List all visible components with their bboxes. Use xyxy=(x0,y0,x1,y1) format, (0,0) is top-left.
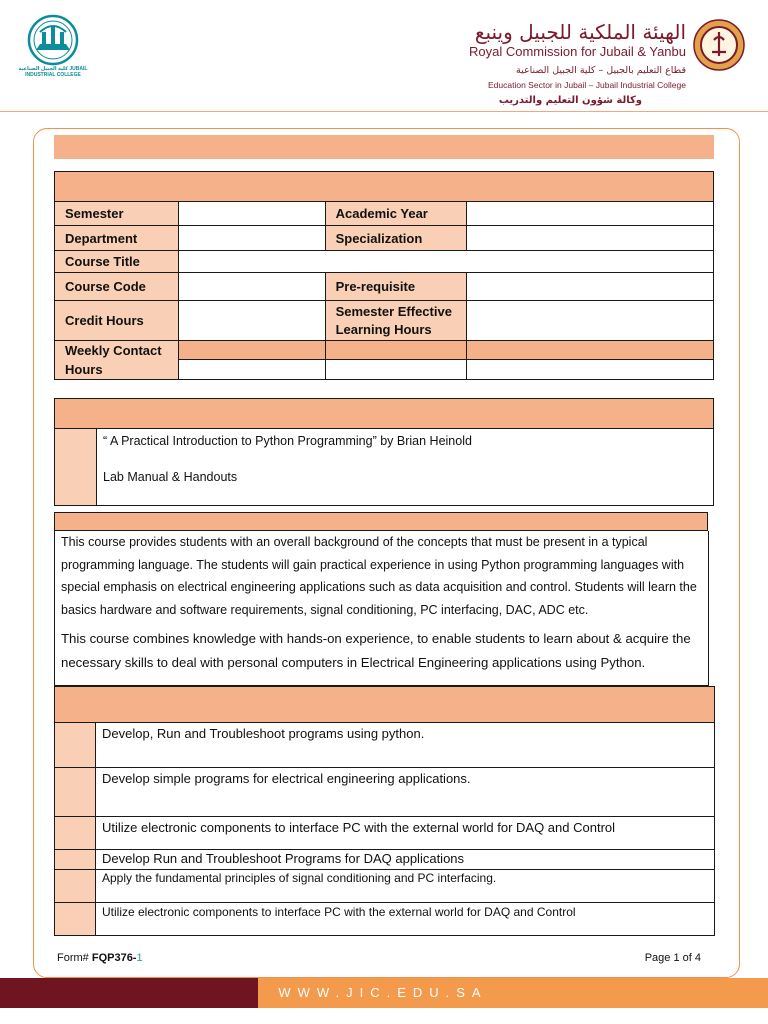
royal-commission-seal-icon xyxy=(692,18,746,72)
course-info-table xyxy=(54,171,714,380)
course-description xyxy=(54,531,709,686)
commission-name-english: Royal Commission for Jubail & Yanbu xyxy=(468,44,686,59)
objective-number-cell xyxy=(55,850,96,870)
academic-year-field[interactable] xyxy=(466,202,714,226)
references-table xyxy=(54,398,714,506)
objective-item: Apply the fundamental principles of signal conditioning and PC interfacing. xyxy=(96,870,715,903)
form-title-band xyxy=(54,135,714,159)
weekly-contact-header-3 xyxy=(466,341,714,360)
academic-year-label: Academic Year xyxy=(325,202,466,226)
footer-bar-maroon xyxy=(0,978,258,1008)
objective-number-cell xyxy=(55,768,96,817)
specialization-field[interactable] xyxy=(466,226,714,251)
form-revision: 1 xyxy=(136,952,143,964)
left-logo-caption: كلية الجبيل الصناعية JUBAIL INDUSTRIAL COLLEGE xyxy=(18,66,88,78)
page-header xyxy=(0,0,768,112)
jubail-industrial-college-logo-icon xyxy=(22,14,84,72)
course-title-label: Course Title xyxy=(55,251,179,273)
form-prefix: Form# xyxy=(57,952,92,964)
objective-item: Develop Run and Troubleshoot Programs for DAQ applications xyxy=(96,850,715,870)
objectives-header xyxy=(55,687,715,723)
form-code: FQP376- xyxy=(91,952,137,964)
course-title-field[interactable] xyxy=(178,251,713,273)
objective-number-cell xyxy=(55,903,96,936)
weekly-contact-field-3[interactable] xyxy=(466,360,714,380)
objective-item: Utilize electronic components to interface PC with the external world for DAQ and Control xyxy=(96,903,715,936)
website-link[interactable]: WWW.JIC.EDU.SA xyxy=(278,985,488,1000)
credit-hours-label: Credit Hours xyxy=(55,301,179,341)
semester-label: Semester xyxy=(55,202,179,226)
references-header xyxy=(55,399,714,429)
department-field[interactable] xyxy=(178,226,325,251)
objective-item: Develop simple programs for electrical engineering applications. xyxy=(96,768,715,817)
header-divider xyxy=(0,111,768,112)
reference-item: Lab Manual & Handouts xyxy=(103,470,238,484)
specialization-label: Specialization xyxy=(325,226,466,251)
effective-hours-label: Semester Effective Learning Hours xyxy=(325,301,466,341)
prerequisite-label: Pre-requisite xyxy=(325,273,466,301)
prerequisite-field[interactable] xyxy=(466,273,714,301)
weekly-contact-field-2[interactable] xyxy=(325,360,466,380)
semester-field[interactable] xyxy=(178,202,325,226)
agency-title-arabic: وكالة شؤون التعليم والتدريب xyxy=(498,95,642,106)
weekly-contact-header-1 xyxy=(178,341,325,360)
effective-hours-field[interactable] xyxy=(466,301,714,341)
objective-number-cell xyxy=(55,817,96,850)
description-paragraph-1: This course provides students with an overall background of the concepts that must be present in a typical programming language. The students will gain practical experience in using Python programming languages with special emphasis on electrical engineering applications such as data acquisition and control. Students will learn the basics hardware and software requirements, signal conditioning, PC interfacing, DAC, ADC etc. xyxy=(61,535,697,617)
form-number xyxy=(57,952,143,964)
department-label: Department xyxy=(55,226,179,251)
course-info-header xyxy=(55,172,714,202)
weekly-contact-header-2 xyxy=(325,341,466,360)
references-side-cell xyxy=(55,429,97,506)
commission-name-arabic: الهيئة الملكية للجبيل وينبع xyxy=(474,20,686,44)
description-header xyxy=(54,512,708,531)
objective-item: Develop, Run and Troubleshoot programs using python. xyxy=(96,723,715,768)
objective-number-cell xyxy=(55,723,96,768)
references-body xyxy=(97,429,714,506)
weekly-contact-field-1[interactable] xyxy=(178,360,325,380)
description-paragraph-2: This course combines knowledge with hands-on experience, to enable students to learn about & acquire the necessary skills to deal with personal computers in Electrical Engineering applications using Python. xyxy=(61,631,691,670)
education-sector-english: Education Sector in Jubail – Jubail Industrial College xyxy=(488,80,686,90)
reference-item: “ A Practical Introduction to Python Programming” by Brian Heinold xyxy=(103,434,472,448)
page-number: Page 1 of 4 xyxy=(644,952,701,964)
weekly-contact-label: Weekly Contact Hours xyxy=(55,341,179,380)
objective-number-cell xyxy=(55,870,96,903)
education-sector-arabic: قطاع التعليم بالجبيل – كلية الجبيل الصناعية xyxy=(516,65,686,76)
course-code-field[interactable] xyxy=(178,273,325,301)
credit-hours-field[interactable] xyxy=(178,301,325,341)
objective-item: Utilize electronic components to interface PC with the external world for DAQ and Control xyxy=(96,817,715,850)
objectives-table xyxy=(54,686,715,936)
course-code-label: Course Code xyxy=(55,273,179,301)
